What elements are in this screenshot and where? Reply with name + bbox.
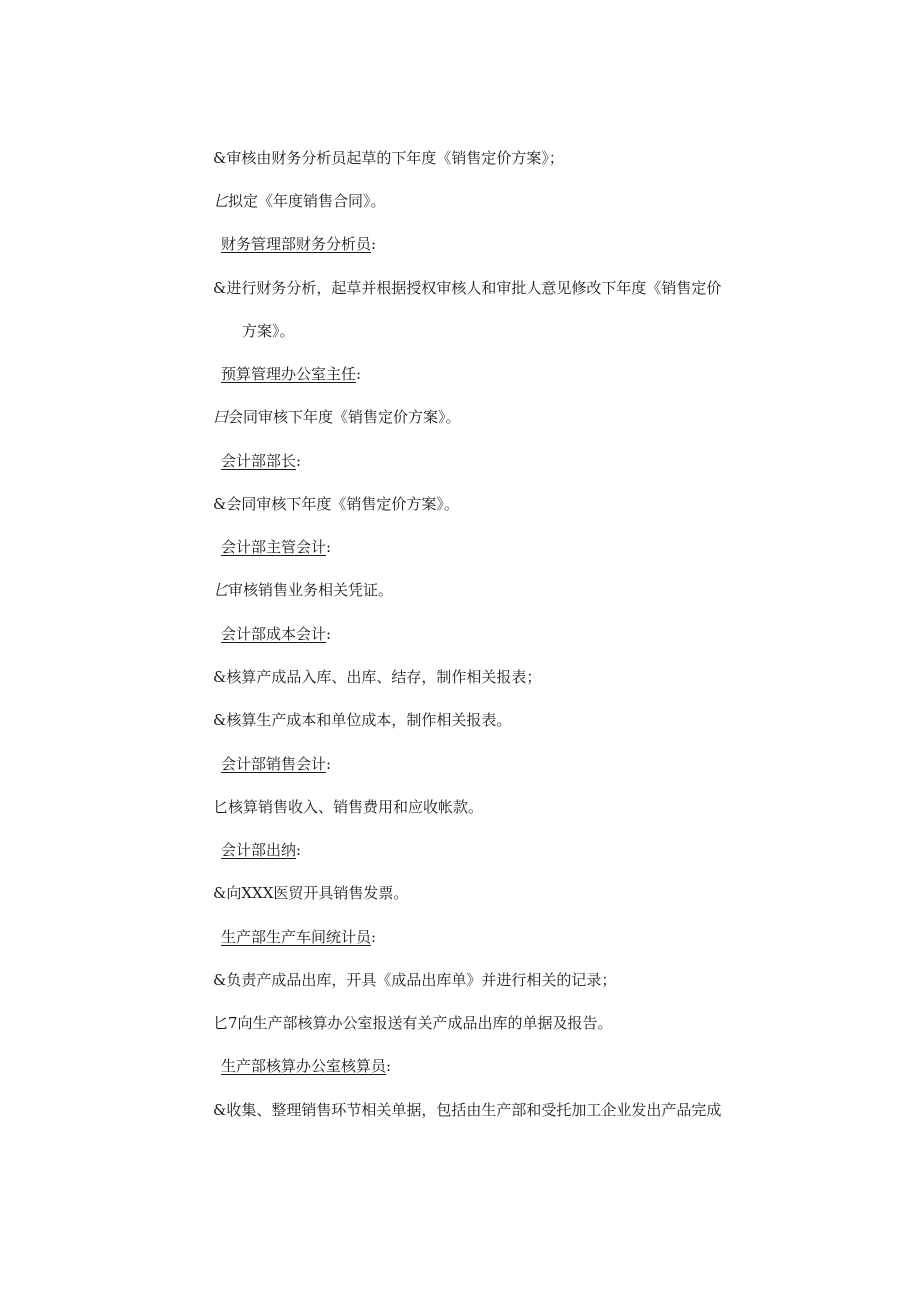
line-text: 方案》。 — [242, 322, 295, 340]
line-text: 审核由财务分析员起草的下年度《销售定价方案》； — [226, 149, 564, 167]
role-heading — [221, 1056, 391, 1076]
bullet-marker: & — [213, 149, 227, 167]
heading-colon: : — [326, 755, 332, 773]
line-text: 负责产成品出库，开具《成品出库单》并进行相关的记录； — [226, 971, 617, 989]
bullet-marker: & — [213, 971, 227, 989]
list-item — [213, 667, 541, 687]
bullet-marker: & — [213, 668, 227, 686]
line-text: 会同审核下年度《销售定价方案》。 — [226, 495, 459, 513]
role-title: 生产部核算办公室核算员 — [221, 1057, 387, 1075]
role-heading — [221, 754, 331, 774]
list-item — [213, 710, 511, 730]
role-heading — [221, 234, 376, 254]
list-item — [213, 494, 459, 514]
line-text: 审核销售业务相关凭证。 — [228, 581, 394, 599]
line-text: 核算产成品入库、出库、结存，制作相关报表； — [226, 668, 542, 686]
heading-colon: : — [296, 452, 302, 470]
bullet-marker: 匕 — [213, 581, 229, 599]
role-title: 会计部出纳 — [221, 841, 297, 859]
heading-colon: : — [326, 625, 332, 643]
bullet-marker: 匕 — [213, 1014, 229, 1032]
list-item — [213, 580, 393, 600]
bullet-marker: 匕 — [213, 192, 229, 210]
bullet-marker: 曰 — [213, 408, 229, 426]
bullet-marker: & — [213, 1101, 227, 1119]
list-item — [213, 1100, 721, 1120]
list-item — [213, 191, 386, 211]
role-title: 会计部销售会计 — [221, 755, 327, 773]
heading-colon: : — [371, 928, 377, 946]
heading-colon: : — [326, 538, 332, 556]
list-item — [213, 883, 408, 903]
list-item — [213, 278, 721, 298]
role-heading — [221, 451, 301, 471]
role-heading — [221, 624, 331, 644]
list-item — [213, 148, 564, 168]
role-title: 会计部部长 — [221, 452, 297, 470]
bullet-marker: & — [213, 495, 227, 513]
role-heading — [221, 537, 331, 557]
role-title: 生产部生产车间统计员 — [221, 928, 372, 946]
heading-colon: : — [386, 1057, 392, 1075]
list-item — [213, 1013, 613, 1033]
list-item-continuation — [242, 321, 295, 341]
role-heading — [221, 364, 361, 384]
bullet-marker: & — [213, 279, 227, 297]
role-title: 预算管理办公室主任 — [221, 365, 357, 383]
role-heading — [221, 927, 376, 947]
role-title: 会计部成本会计 — [221, 625, 327, 643]
list-item — [213, 797, 483, 817]
role-title: 会计部主管会计 — [221, 538, 327, 556]
line-text: 核算销售收入、销售费用和应收帐款。 — [228, 798, 484, 816]
line-text: 拟定《年度销售合同》。 — [228, 192, 386, 210]
line-text: 向XXX医贸开具销售发票。 — [226, 884, 409, 902]
bullet-marker: & — [213, 884, 227, 902]
list-item — [213, 407, 461, 427]
line-text: 7向生产部核算办公室报送有关产成品出库的单据及报告。 — [228, 1014, 613, 1032]
role-title: 财务管理部财务分析员 — [221, 235, 372, 253]
bullet-marker: & — [213, 711, 227, 729]
line-text: 收集、整理销售环节相关单据，包括由生产部和受托加工企业发出产品完成 — [226, 1101, 722, 1119]
heading-colon: : — [356, 365, 362, 383]
list-item — [213, 970, 616, 990]
role-heading — [221, 840, 301, 860]
line-text: 会同审核下年度《销售定价方案》。 — [228, 408, 461, 426]
line-text: 进行财务分析，起草并根据授权审核人和审批人意见修改下年度《销售定价 — [226, 279, 722, 297]
bullet-marker: 匕 — [213, 798, 229, 816]
heading-colon: : — [296, 841, 302, 859]
heading-colon: : — [371, 235, 377, 253]
line-text: 核算生产成本和单位成本，制作相关报表。 — [226, 711, 512, 729]
